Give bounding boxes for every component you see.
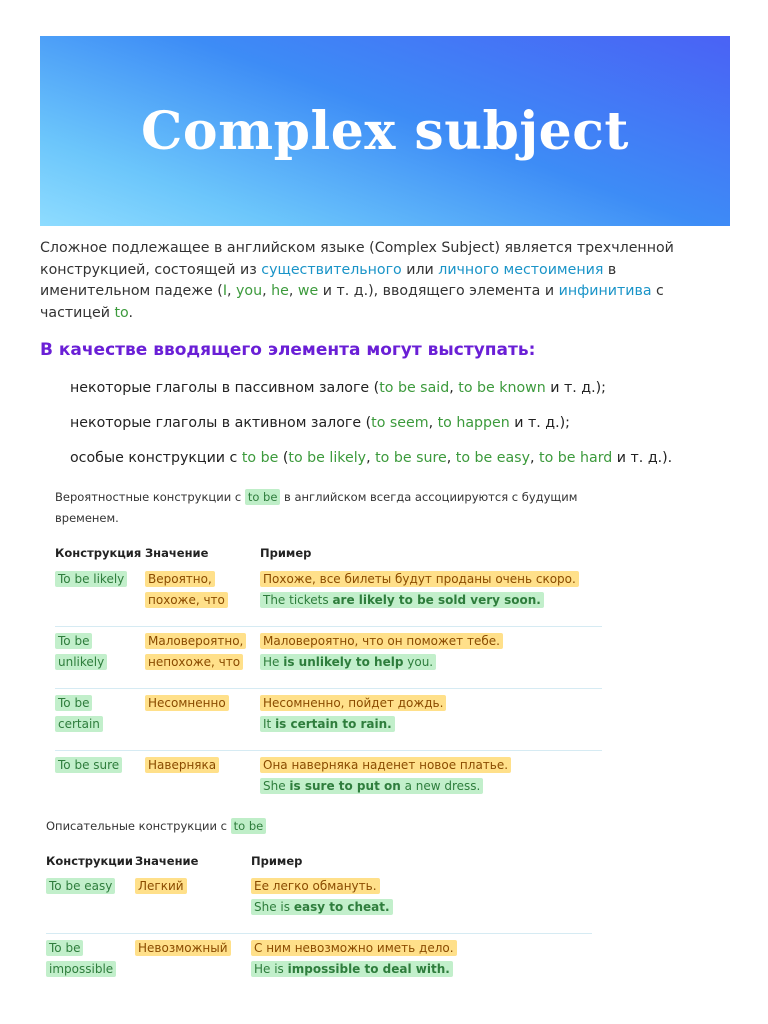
meaning-cell: Легкий	[135, 878, 187, 894]
example-ru: С ним невозможно иметь дело.	[251, 940, 457, 956]
link-pronoun[interactable]: личного местоимения	[438, 261, 604, 278]
list-item: особые конструкции с to be (to be likely, to be sure, to be easy, to be hard и т. д.).	[70, 450, 673, 466]
construction-cell: To be unlikely	[55, 633, 107, 670]
meaning-cell: Наверняка	[145, 757, 219, 773]
table1-header-meaning: Значение	[145, 546, 209, 560]
example-ru: Маловероятно, что он поможет тебе.	[260, 633, 503, 649]
table2-note: Описательные конструкции с to be	[46, 816, 266, 837]
example-en: The tickets are likely to be sold very soon.	[260, 592, 544, 608]
meaning-cell: Маловероятно, непохоже, что	[145, 633, 246, 670]
example-en: It is certain to rain.	[260, 716, 395, 732]
link-infinitive[interactable]: инфинитива	[558, 283, 652, 299]
table1-note: Вероятностные конструкции с to be в английском всегда ассоциируются с будущим временем.	[55, 490, 578, 525]
meaning-cell: Несомненно	[145, 695, 229, 711]
meaning-cell: Невозможный	[135, 940, 231, 956]
example-en: He is impossible to deal with.	[251, 961, 453, 977]
construction-cell: To be impossible	[46, 940, 116, 977]
example-en: She is sure to put on a new dress.	[260, 778, 483, 794]
table1-header-example: Пример	[260, 546, 312, 560]
construction-cell: To be certain	[55, 695, 103, 732]
construction-cell: To be sure	[55, 757, 122, 773]
table2-header-meaning: Значение	[135, 854, 199, 868]
section-heading: В качестве вводящего элемента могут выступать:	[40, 340, 536, 360]
example-ru: Похоже, все билеты будут проданы очень скоро.	[260, 571, 579, 587]
example-ru: Несомненно, пойдет дождь.	[260, 695, 446, 711]
list-item: некоторые глаголы в пассивном залоге (to be said, to be known и т. д.);	[70, 380, 606, 396]
intro-paragraph: Сложное подлежащее в английском языке (Complex Subject) является трехчленной конструкцией, состоящей из существительного или личного местоимения в именительном падеже (I, you, he, we и т. д.), вводящего элемента и инфинитива с частицей to.	[40, 240, 674, 321]
example-en: He is unlikely to help you.	[260, 654, 436, 670]
page-title: Complex subject	[141, 100, 629, 162]
example-ru: Ее легко обмануть.	[251, 878, 380, 894]
table2-header-construction: Конструкции	[46, 854, 133, 868]
row-divider	[55, 688, 602, 689]
bullet-list	[70, 378, 672, 483]
row-divider	[46, 933, 592, 934]
table2-header-example: Пример	[251, 854, 303, 868]
title-banner	[40, 36, 730, 226]
construction-cell: To be easy	[46, 878, 115, 894]
row-divider	[55, 750, 602, 751]
example-ru: Она наверняка наденет новое платье.	[260, 757, 511, 773]
table1-header-construction: Конструкция	[55, 546, 142, 560]
row-divider	[55, 626, 602, 627]
example-en: She is easy to cheat.	[251, 899, 393, 915]
list-item: некоторые глаголы в активном залоге (to seem, to happen и т. д.);	[70, 415, 570, 431]
construction-cell: To be likely	[55, 571, 127, 587]
meaning-cell: Вероятно, похоже, что	[145, 571, 228, 608]
link-noun[interactable]: существительного	[261, 261, 402, 278]
